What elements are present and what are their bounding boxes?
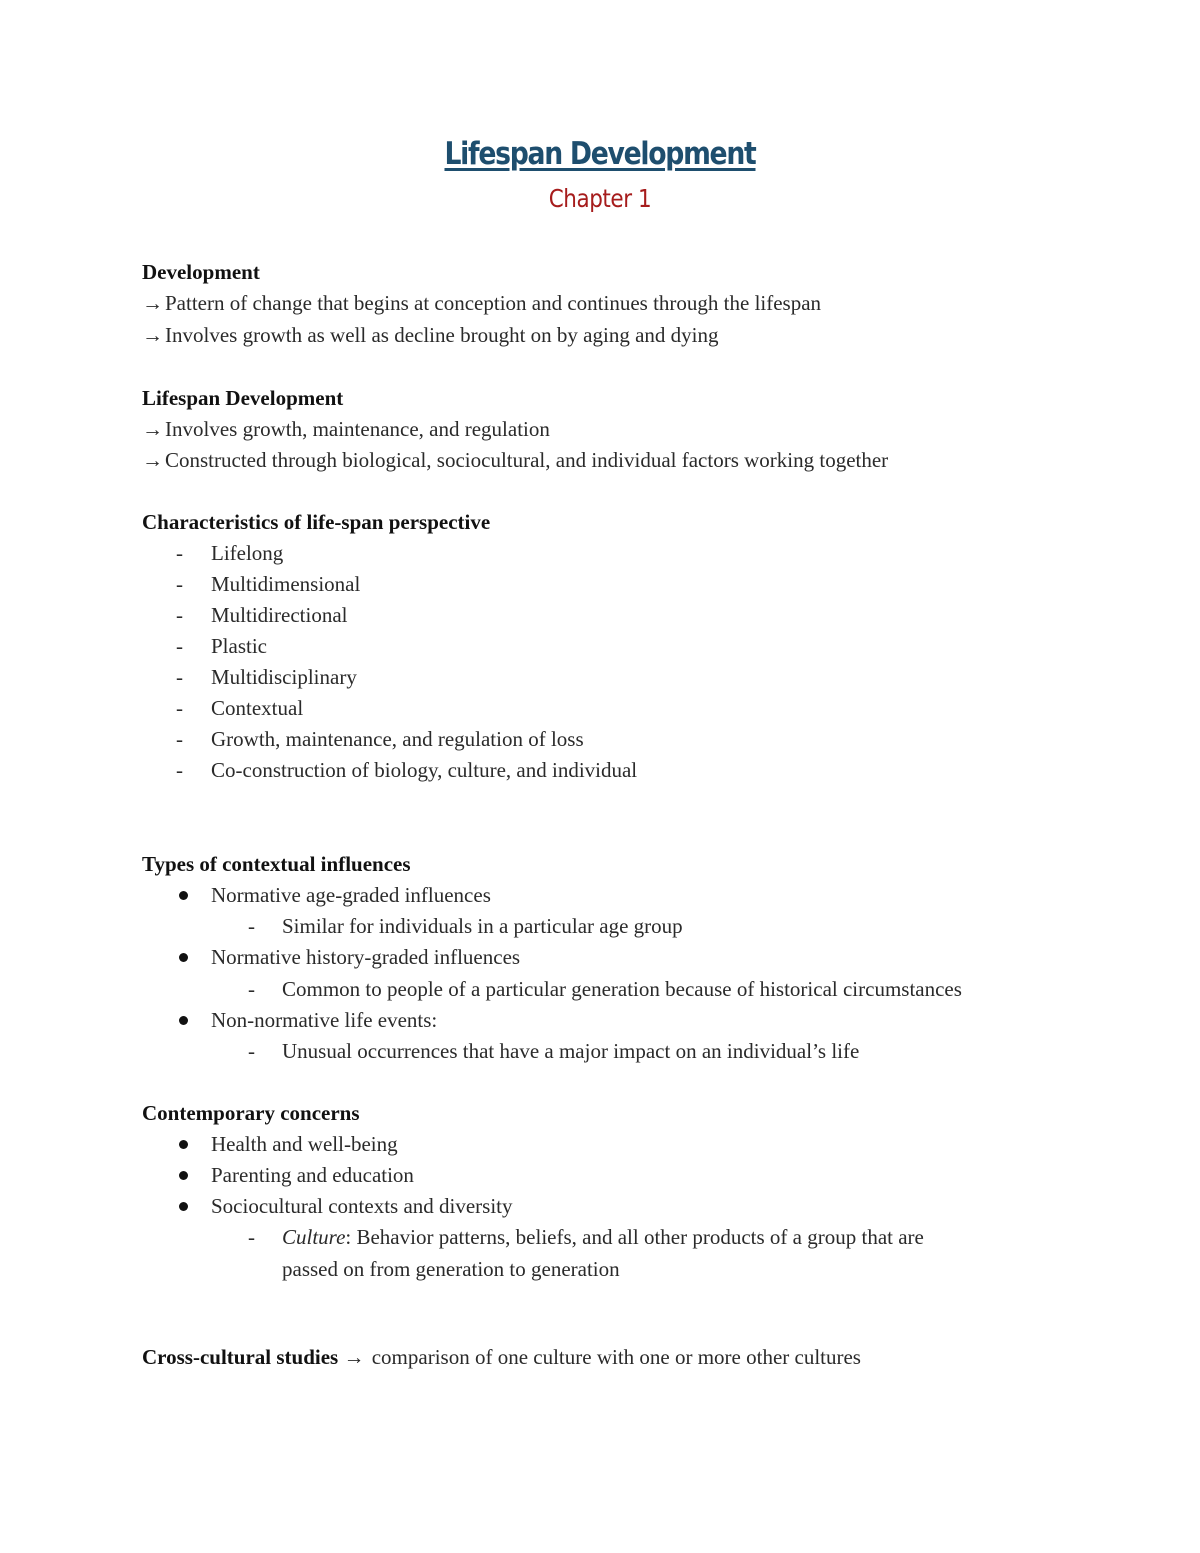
list-item: Multidimensional bbox=[211, 572, 361, 596]
culture-definition-continued: passed on from generation to generation bbox=[282, 1257, 620, 1281]
dash-bullet: - bbox=[176, 572, 183, 596]
list-item: Contextual bbox=[211, 696, 304, 720]
list-item: Growth, maintenance, and regulation of loss bbox=[211, 727, 584, 751]
list-item: Normative history-graded influences bbox=[211, 945, 521, 969]
lifespan-point-text: Constructed through biological, sociocultural, and individual factors working together bbox=[165, 448, 889, 472]
dash-bullet: - bbox=[248, 914, 255, 938]
list-item: Multidirectional bbox=[211, 603, 348, 627]
sub-list-item: Unusual occurrences that have a major impact on an individual’s life bbox=[282, 1039, 860, 1063]
development-point-text: Pattern of change that begins at conception and continues through the lifespan bbox=[165, 291, 822, 315]
document-title: Lifespan Development bbox=[444, 136, 756, 172]
section-heading-development: Development bbox=[142, 260, 260, 284]
development-point bbox=[142, 321, 718, 349]
culture-definition-text: : Behavior patterns, beliefs, and all other products of a group that are bbox=[345, 1225, 924, 1249]
section-heading-characteristics: Characteristics of life-span perspective bbox=[142, 510, 491, 534]
lifespan-point bbox=[142, 415, 550, 443]
dash-bullet: - bbox=[248, 1225, 255, 1249]
arrow-icon: → bbox=[142, 323, 163, 347]
dash-bullet: - bbox=[176, 758, 183, 782]
dash-bullet: - bbox=[248, 977, 255, 1001]
dash-bullet: - bbox=[176, 603, 183, 627]
section-heading-contextual-influences: Types of contextual influences bbox=[142, 852, 411, 876]
document-subtitle: Chapter 1 bbox=[548, 184, 652, 213]
sub-list-item: Common to people of a particular generation because of historical circumstances bbox=[282, 977, 962, 1001]
list-item: Co-construction of biology, culture, and individual bbox=[211, 758, 638, 782]
bullet-dot-icon bbox=[179, 953, 188, 962]
list-item: Normative age-graded influences bbox=[211, 883, 491, 907]
list-item: Sociocultural contexts and diversity bbox=[211, 1194, 513, 1218]
section-heading-contemporary-concerns: Contemporary concerns bbox=[142, 1101, 360, 1125]
development-point bbox=[142, 289, 821, 317]
list-item: Lifelong bbox=[211, 541, 284, 565]
lifespan-point bbox=[142, 446, 888, 474]
development-point-text: Involves growth as well as decline brought on by aging and dying bbox=[165, 323, 719, 347]
dash-bullet: - bbox=[176, 665, 183, 689]
bullet-dot-icon bbox=[179, 1171, 188, 1180]
bullet-dot-icon bbox=[179, 1202, 188, 1211]
cross-cultural-term: Cross-cultural studies bbox=[142, 1345, 339, 1369]
list-item: Non-normative life events: bbox=[211, 1008, 438, 1032]
arrow-icon: → bbox=[343, 1345, 365, 1369]
dash-bullet: - bbox=[176, 634, 183, 658]
list-item: Health and well-being bbox=[211, 1132, 398, 1156]
bullet-dot-icon bbox=[179, 1016, 188, 1025]
arrow-icon: → bbox=[142, 291, 163, 315]
bullet-dot-icon bbox=[179, 891, 188, 900]
lifespan-point-text: Involves growth, maintenance, and regulation bbox=[165, 417, 550, 441]
list-item: Parenting and education bbox=[211, 1163, 414, 1187]
sub-list-item: Similar for individuals in a particular age group bbox=[282, 914, 683, 938]
list-item: Multidisciplinary bbox=[211, 665, 357, 689]
dash-bullet: - bbox=[176, 696, 183, 720]
list-item: Plastic bbox=[211, 634, 267, 658]
section-heading-lifespan-development: Lifespan Development bbox=[142, 386, 344, 410]
dash-bullet: - bbox=[248, 1039, 255, 1063]
cross-cultural-line bbox=[142, 1343, 861, 1371]
dash-bullet: - bbox=[176, 727, 183, 751]
arrow-icon: → bbox=[142, 417, 163, 441]
culture-definition bbox=[282, 1223, 924, 1251]
bullet-dot-icon bbox=[179, 1140, 188, 1149]
culture-term: Culture bbox=[282, 1225, 346, 1249]
dash-bullet: - bbox=[176, 541, 183, 565]
cross-cultural-definition: comparison of one culture with one or more other cultures bbox=[371, 1345, 861, 1369]
arrow-icon: → bbox=[142, 448, 163, 472]
